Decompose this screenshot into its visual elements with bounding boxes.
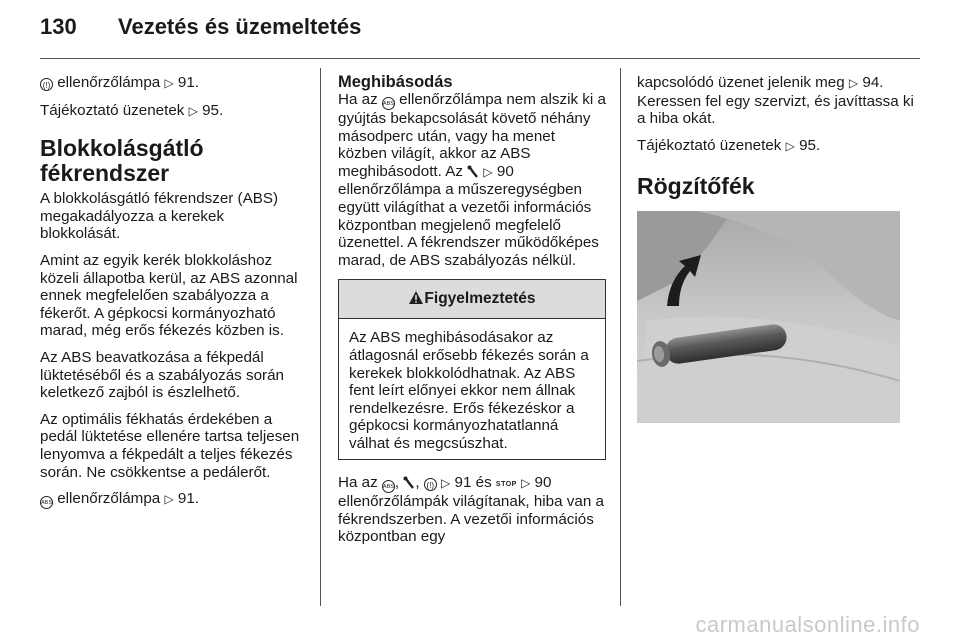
column-divider-2 [620,68,621,606]
paragraph: A blokkolásgátló fékrendszer (ABS) megakadályozza a kerekek blokkolását. [40,190,279,243]
page-ref[interactable]: 95. [202,101,224,119]
paragraph: Az optimális fékhatás érdekében a pedál lüktetése ellenére tartsa teljesen lenyomva a fékpedált a teljes fékezés során. Ne csökkentse a pedálerőt. [40,410,300,481]
malfunction-paragraph: Ha az ABS ellenőrzőlámpa nem alszik ki a gyújtás bekapcsolását követő néhány másodperc után, vagy ha menet közben világít, akkor az ABS meghibásodott. Az ▷ 90 ellenőrzőlámpa a műszeregységben együtt világíthat a vezetői információs központban megjelenő megfelelő üzenettel. A fékrendszer működőképes marad, de ABS szabályozás nélkül. [338,91,606,269]
brake-system-paragraph: Ha az ABS, , (!) ▷ 91 és STOP ▷ 90 ellenőrzőlámpák világítanak, hiba van a fékrendszerben. A vezetői információs központban egy [338,473,604,546]
ref-arrow-icon: ▷ [188,103,198,118]
wrench-icon [467,165,479,178]
info-messages-line: Tájékoztató üzenetek ▷ 95. [637,136,821,154]
brake-light-line: (!) ellenőrzőlámpa ▷ 91. [40,74,306,93]
section-heading-abs: Blokkolásgátló fékrendszer [40,135,204,187]
warning-box [338,279,606,459]
ref-arrow-icon: ▷ [441,475,451,490]
header-divider [40,58,920,59]
page-ref[interactable]: 90 [534,473,552,491]
chapter-title: Vezetés és üzemeltetés [118,14,362,39]
watermark: carmanualsonline.info [695,612,920,637]
warning-header [339,280,605,319]
page-header [40,14,920,52]
abs-light-line: ABS ellenőrzőlámpa ▷ 91. [41,490,200,508]
page-ref[interactable]: 94. [862,74,884,91]
abs-icon: ABS [382,97,395,110]
abs-icon: ABS [382,480,395,493]
paragraph: Az ABS beavatkozása a fékpedál lüktetéséből és a szabályozás során keletkező zajból is észlelhető. [40,348,284,402]
column-divider-1 [320,68,321,606]
page-ref[interactable]: 95. [799,136,821,154]
ref-arrow-icon: ▷ [164,492,174,507]
section-heading-parking-brake: Rögzítőfék [637,173,755,200]
parking-brake-photo [637,211,900,423]
section-heading-malfunction: Meghibásodás [338,73,453,91]
service-paragraph: kapcsolódó üzenet jelenik meg ▷ 94. Keressen fel egy szervizt, és javíttassa ki a hiba okát. [637,74,914,128]
ref-arrow-icon: ▷ [785,138,795,153]
column-3 [637,74,920,423]
brake-warning-icon: (!) [424,478,437,491]
parking-brake-illustration [637,211,900,423]
page-ref[interactable]: 91. [177,74,200,91]
warning-text: Az ABS meghibásodásakor az átlagosnál erősebb fékezés során a kerekek blokkolódhatnak. Az ABS fent leírt előnyei ekkor nem állnak rendelkezésre. Erős fékezéskor a gépkocsi kormányozhatatlanná válhat és megcsúszhat. [349,329,589,452]
warning-triangle-icon [408,290,424,305]
info-messages-line: Tájékoztató üzenetek ▷ 95. [40,101,224,119]
page-ref[interactable]: 91 [454,473,472,491]
brake-warning-icon: (!) [40,78,53,91]
page-ref[interactable]: 91. [177,490,200,508]
column-1 [40,74,306,518]
abs-icon: ABS [40,496,53,509]
warning-title: Figyelmeztetés [424,290,536,308]
page-number: 130 [40,14,77,39]
ref-arrow-icon: ▷ [483,164,493,179]
ref-arrow-icon: ▷ [164,76,174,90]
ref-arrow-icon: ▷ [848,76,859,90]
stop-icon: STOP [495,480,517,488]
column-2 [338,74,606,555]
paragraph: Amint az egyik kerék blokkoláshoz közeli állapotba kerül, az ABS azonnal ennek megfelelően szabályozza a fékerőt. A gépkocsi kormányozható marad, még erős fékezés közben is. [40,251,298,340]
wrench-icon [403,476,415,489]
page-ref[interactable]: 90 [496,162,514,180]
ref-arrow-icon: ▷ [521,475,531,490]
